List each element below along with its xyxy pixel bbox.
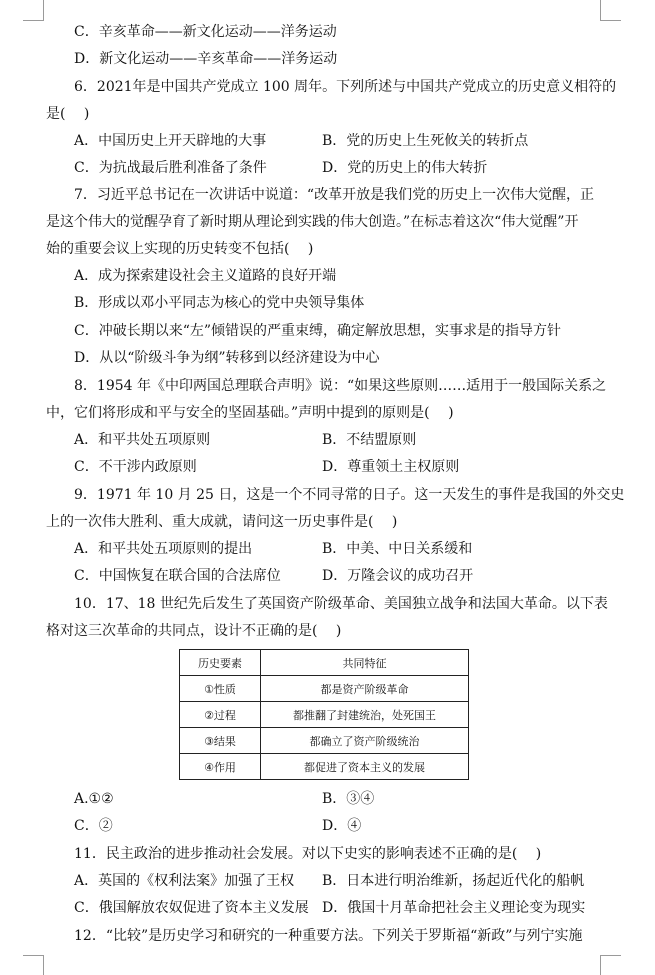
q10-comparison-table <box>179 649 469 780</box>
q10-option-d: D．④ <box>322 818 362 834</box>
crop-mark-top-left-h <box>23 20 44 21</box>
q7-option-c: C．冲破长期以来“左”倾错误的严重束缚，确定解放思想，实事求是的指导方针 <box>74 323 562 339</box>
table-header-row <box>180 650 469 676</box>
table-cell: 都推翻了封建统治，处死国王 <box>261 702 469 728</box>
q5-option-d: D．新文化运动——辛亥革命——洋务运动 <box>74 51 338 67</box>
q7-option-b: B．形成以邓小平同志为核心的党中央领导集体 <box>74 295 365 311</box>
q6-option-c: C．为抗战最后胜利准备了条件 <box>74 160 267 176</box>
crop-mark-top-right-h <box>600 20 621 21</box>
table-cell: ④作用 <box>180 754 261 780</box>
crop-mark-top-left-v <box>43 0 44 20</box>
q7-stem-line-3: 始的重要会议上实现的历史转变不包括( ) <box>46 241 314 257</box>
q6-option-d: D．党的历史上的伟大转折 <box>322 160 488 176</box>
table-row <box>180 702 469 728</box>
q8-option-a: A．和平共处五项原则 <box>74 432 211 448</box>
q11-option-d: D．俄国十月革命把社会主义理论变为现实 <box>322 900 586 916</box>
q11-stem-line-1: 11．民主政治的进步推动社会发展。对以下史实的影响表述不正确的是( ) <box>74 846 542 862</box>
q11-option-a: A．英国的《权利法案》加强了王权 <box>74 873 295 889</box>
q10-option-b: B．③④ <box>322 791 375 807</box>
table-cell: ②过程 <box>180 702 261 728</box>
crop-mark-bottom-left-v <box>43 955 44 975</box>
table-header-cell: 共同特征 <box>261 650 469 676</box>
q6-stem-line-2: 是( ) <box>46 106 90 122</box>
q8-option-b: B．不结盟原则 <box>322 432 417 448</box>
q9-option-a: A．和平共处五项原则的提出 <box>74 541 253 557</box>
q5-option-c: C．辛亥革命——新文化运动——洋务运动 <box>74 24 337 40</box>
q8-option-d: D．尊重领土主权原则 <box>322 459 460 475</box>
table-row <box>180 754 469 780</box>
q9-stem-line-1: 9．1971 年 10 月 25 日，这是一个不同寻常的日子。这一天发生的事件是我国的外交史 <box>74 487 625 503</box>
q6-stem-line-1: 6．2021年是中国共产党成立 100 周年。下列所述与中国共产党成立的历史意义相符的 <box>74 79 617 95</box>
table-row <box>180 728 469 754</box>
q9-option-b: B．中美、中日关系缓和 <box>322 541 473 557</box>
table-row <box>180 676 469 702</box>
q10-option-a: A.①② <box>74 791 114 807</box>
crop-mark-bottom-left-h <box>23 955 44 956</box>
q6-option-b: B．党的历史上生死攸关的转折点 <box>322 133 529 149</box>
q10-stem-line-1: 10．17、18 世纪先后发生了英国资产阶级革命、美国独立战争和法国大革命。以下表 <box>74 596 608 612</box>
q10-option-c: C．② <box>74 818 113 834</box>
q10-stem-line-2: 格对这三次革命的共同点，设计不正确的是( ) <box>46 623 342 639</box>
q12-stem-line-1: 12．“比较”是历史学习和研究的一种重要方法。下列关于罗斯福“新政”与列宁实施 <box>74 928 583 944</box>
table-cell: 都是资产阶级革命 <box>261 676 469 702</box>
q9-option-c: C．中国恢复在联合国的合法席位 <box>74 568 281 584</box>
q6-option-a: A．中国历史上开天辟地的大事 <box>74 133 267 149</box>
table-cell: ①性质 <box>180 676 261 702</box>
q9-option-d: D．万隆会议的成功召开 <box>322 568 474 584</box>
q7-option-a: A．成为探索建设社会主义道路的良好开端 <box>74 268 337 284</box>
q11-option-b: B．日本进行明治维新，扬起近代化的船帆 <box>322 873 585 889</box>
q7-option-d: D．从以“阶级斗争为纲”转移到以经济建设为中心 <box>74 350 380 366</box>
table-header-cell: 历史要素 <box>180 650 261 676</box>
q9-stem-line-2: 上的一次伟大胜利、重大成就，请问这一历史事件是( ) <box>46 514 398 530</box>
crop-mark-bottom-right-h <box>600 955 621 956</box>
table-cell: 都确立了资产阶级统治 <box>261 728 469 754</box>
q8-option-c: C．不干涉内政原则 <box>74 459 197 475</box>
crop-mark-top-right-v <box>600 0 601 20</box>
crop-mark-bottom-right-v <box>600 955 601 975</box>
q11-option-c: C．俄国解放农奴促进了资本主义发展 <box>74 900 309 916</box>
table-cell: ③结果 <box>180 728 261 754</box>
q8-stem-line-1: 8．1954 年《中印两国总理联合声明》说：“如果这些原则……适用于一般国际关系之 <box>74 378 607 394</box>
q8-stem-line-2: 中，它们将形成和平与安全的坚固基础。”声明中提到的原则是( ) <box>46 405 454 421</box>
q7-stem-line-2: 是这个伟大的觉醒孕育了新时期从理论到实践的伟大创造。”在标志着这次“伟大觉醒”开 <box>46 214 579 230</box>
table-cell: 都促进了资本主义的发展 <box>261 754 469 780</box>
q7-stem-line-1: 7．习近平总书记在一次讲话中说道：“改革开放是我们党的历史上一次伟大觉醒，正 <box>74 187 595 203</box>
